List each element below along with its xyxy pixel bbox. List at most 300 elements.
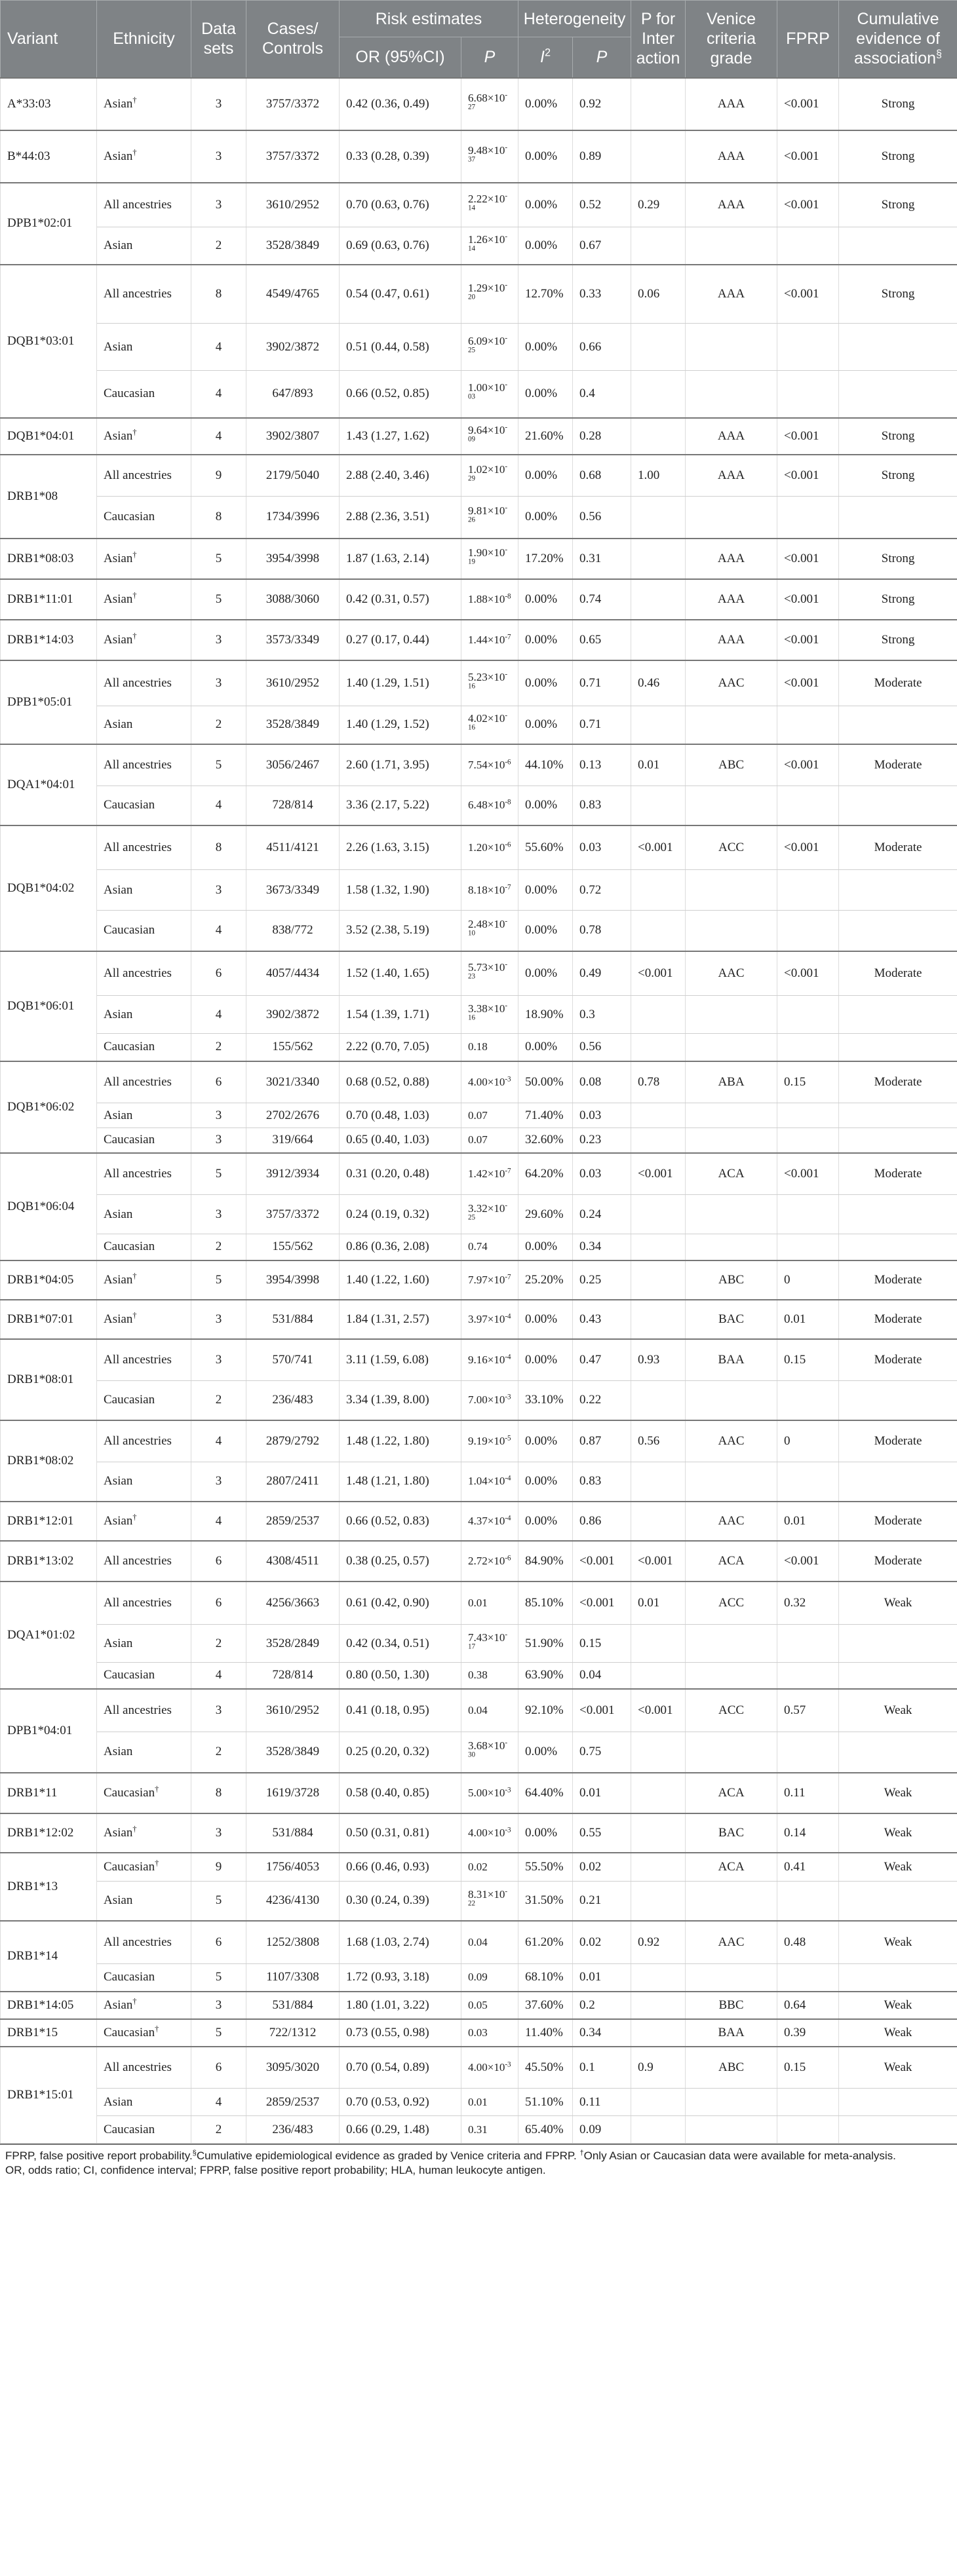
variant-cell: DRB1*11 [1,1773,97,1813]
i2-cell: 0.00% [518,1034,573,1061]
variant-cell: DQA1*01:02 [1,1582,97,1689]
het-p-cell: 0.34 [573,1234,631,1260]
ethnicity-label: Caucasian [104,1668,155,1682]
p-value-base: 0.05 [468,1998,488,2011]
i2-cell: 0.00% [518,911,573,951]
p-interaction-cell [631,1462,686,1502]
table-row [1,1964,957,1992]
p-value-base: 4.00×10 [468,1826,505,1839]
ethnicity-cell [97,1195,191,1234]
het-p-cell: 0.34 [573,2019,631,2047]
table-row [1,1502,957,1541]
p-interaction-cell [631,324,686,371]
or-ci-cell: 1.40 (1.29, 1.51) [340,660,461,706]
p-value-exponent: -3 [505,1393,511,1401]
footnote-only-asian: Only Asian or Caucasian data were available for meta-analysis. [583,2150,896,2162]
fprp-cell: 0.15 [777,1061,839,1103]
ethnicity-label: Asian [104,1745,133,1759]
het-p-cell: 0.83 [573,1462,631,1502]
variant-cell: DRB1*07:01 [1,1300,97,1339]
venice-cell [686,1034,777,1061]
p-value-base: 6.48×10 [468,799,505,812]
venice-cell [686,2089,777,2116]
p-value-cell [461,371,518,418]
ethnicity-cell [97,1128,191,1153]
het-p-cell: 0.92 [573,78,631,130]
ethnicity-cell [97,825,191,870]
p-value-exponent: -17 [468,1630,508,1650]
ethnicity-label: Asian [104,2094,133,2109]
fprp-cell [777,1882,839,1921]
i2-cell: 12.70% [518,265,573,324]
cumulative-cell [839,227,957,265]
data-sets-cell: 4 [191,1663,246,1689]
p-interaction-cell: <0.001 [631,951,686,996]
cumulative-cell: Weak [839,2019,957,2047]
het-p-cell: 0.04 [573,1663,631,1689]
cumulative-cell: Weak [839,2047,957,2089]
table-row [1,1381,957,1420]
p-value-cell [461,579,518,620]
ethnicity-cell [97,1300,191,1339]
i2-cell: 0.00% [518,324,573,371]
p-value-cell [461,1625,518,1663]
p-value-cell [461,1034,518,1061]
venice-cell [686,996,777,1034]
ethnicity-cell [97,1625,191,1663]
ethnicity-label: Asian [104,551,133,565]
p-value-base: 6.68×10 [468,91,505,104]
data-sets-cell: 3 [191,1462,246,1502]
fprp-cell: 0 [777,1420,839,1462]
p-value-exponent: -25 [468,333,508,354]
fprp-cell: 0.64 [777,1992,839,2019]
cumulative-cell [839,1195,957,1234]
p-value-base: 0.09 [468,1971,488,1984]
p-value-exponent: -6 [505,1553,511,1562]
col-or: OR (95%CI) [340,37,461,78]
p-value-cell [461,1300,518,1339]
i2-cell: 0.00% [518,1813,573,1853]
fprp-cell: 0.41 [777,1853,839,1882]
p-value-base: 7.00×10 [468,1393,505,1407]
p-value-exponent: -5 [505,1434,511,1443]
p-value-base: 4.00×10 [468,1075,505,1088]
dagger-mark: † [155,1784,159,1794]
p-value-base: 5.73×10 [468,960,505,974]
data-sets-cell: 3 [191,78,246,130]
fprp-cell [777,497,839,539]
p-value-base: 3.32×10 [468,1202,505,1215]
ethnicity-label: Asian [104,1513,133,1528]
fprp-cell: 0.32 [777,1582,839,1625]
cases-controls-cell: 570/741 [246,1339,340,1381]
or-ci-cell: 0.70 (0.54, 0.89) [340,2047,461,2089]
p-value-base: 1.42×10 [468,1167,505,1180]
i2-cell: 0.00% [518,1420,573,1462]
i2-cell: 0.00% [518,1234,573,1260]
p-value-base: 1.04×10 [468,1475,505,1488]
p-value-base: 3.97×10 [468,1312,505,1325]
p-value-exponent: -7 [505,1272,511,1281]
data-sets-cell: 5 [191,539,246,579]
ethnicity-label: Asian [104,717,133,732]
or-ci-cell: 3.11 (1.59, 6.08) [340,1339,461,1381]
i2-cell: 33.10% [518,1381,573,1420]
p-interaction-cell: 0.29 [631,183,686,227]
variant-cell: DRB1*08:03 [1,539,97,579]
het-p-cell: <0.001 [573,1689,631,1732]
col-cases-controls: Cases/ Controls [246,1,340,78]
cumulative-cell [839,1964,957,1992]
footnote-section-mark: § [192,2149,197,2157]
ethnicity-cell [97,265,191,324]
het-p-cell: 0.24 [573,1195,631,1234]
cases-controls-cell: 3095/3020 [246,2047,340,2089]
p-value-base: 1.90×10 [468,546,505,559]
or-ci-cell: 0.54 (0.47, 0.61) [340,265,461,324]
venice-cell: AAC [686,1502,777,1541]
p-value-base: 3.68×10 [468,1739,505,1752]
p-value-exponent: -3 [505,2060,511,2069]
p-value-cell [461,1732,518,1773]
p-value-exponent: -23 [468,960,508,981]
het-p-cell: 0.28 [573,418,631,455]
or-ci-cell: 1.84 (1.31, 2.57) [340,1300,461,1339]
i2-cell: 37.60% [518,1992,573,2019]
p-value-cell [461,418,518,455]
cumulative-cell [839,1381,957,1420]
or-ci-cell: 1.80 (1.01, 3.22) [340,1992,461,2019]
p-value-exponent: -14 [468,192,508,212]
ethnicity-cell [97,1420,191,1462]
p-value-exponent: -8 [505,592,511,600]
data-sets-cell: 3 [191,1339,246,1381]
p-interaction-cell [631,497,686,539]
het-p-cell: 0.86 [573,1502,631,1541]
col-data-sets: Data sets [191,1,246,78]
p-value-exponent: -7 [505,632,511,641]
data-sets-cell: 3 [191,183,246,227]
ethnicity-label: All ancestries [104,675,172,690]
or-ci-cell: 0.68 (0.52, 0.88) [340,1061,461,1103]
variant-cell: DQB1*06:04 [1,1153,97,1260]
p-value-base: 7.54×10 [468,758,505,771]
p-value-base: 8.31×10 [468,1888,505,1901]
p-value-base: 2.72×10 [468,1554,505,1567]
fprp-cell: <0.001 [777,130,839,183]
ethnicity-label: Asian [104,1007,133,1021]
footnote-fprp: FPRP, false positive report probability. [5,2150,193,2162]
or-ci-cell: 0.70 (0.63, 0.76) [340,183,461,227]
variant-cell: DRB1*08:01 [1,1339,97,1420]
cases-controls-cell: 3528/2849 [246,1625,340,1663]
ethnicity-label: Asian [104,882,133,897]
or-ci-cell: 0.33 (0.28, 0.39) [340,130,461,183]
p-interaction-cell [631,1625,686,1663]
i2-cell: 71.40% [518,1103,573,1128]
venice-cell [686,1462,777,1502]
het-p-cell: 0.71 [573,660,631,706]
ethnicity-cell [97,2089,191,2116]
cases-controls-cell: 3528/3849 [246,1732,340,1773]
venice-cell [686,1663,777,1689]
or-ci-cell: 1.40 (1.29, 1.52) [340,706,461,744]
ethnicity-cell [97,1882,191,1921]
col-cumulative-label: Cumulative evidence of association [853,10,940,68]
table-row [1,1541,957,1582]
cumulative-cell [839,1663,957,1689]
ethnicity-label: All ancestries [104,286,172,301]
het-p-cell: 0.21 [573,1882,631,1921]
cumulative-cell [839,371,957,418]
table-row [1,579,957,620]
data-sets-cell: 8 [191,1773,246,1813]
cases-controls-cell: 728/814 [246,1663,340,1689]
venice-cell: ACC [686,1582,777,1625]
p-value-exponent: -4 [505,1312,511,1320]
cases-controls-cell: 531/884 [246,1300,340,1339]
variant-cell: DPB1*02:01 [1,183,97,265]
or-ci-cell: 3.36 (2.17, 5.22) [340,786,461,825]
cumulative-cell: Moderate [839,1420,957,1462]
het-p-cell: 0.15 [573,1625,631,1663]
venice-cell: ABC [686,744,777,786]
p-value-base: 1.29×10 [468,281,505,294]
ethnicity-label: Asian [104,428,133,443]
p-value-base: 0.31 [468,2123,488,2136]
p-interaction-cell: 0.9 [631,2047,686,2089]
p-value-cell [461,1853,518,1882]
ethnicity-label: All ancestries [104,1433,172,1448]
het-p-cell: 0.56 [573,1034,631,1061]
venice-cell [686,1732,777,1773]
cases-controls-cell: 3528/3849 [246,227,340,265]
cumulative-cell: Strong [839,183,957,227]
variant-cell: DRB1*08 [1,455,97,539]
venice-cell: AAC [686,1921,777,1964]
i2-cell: 0.00% [518,1300,573,1339]
data-sets-cell: 3 [191,870,246,911]
p-value-exponent: -7 [505,882,511,891]
p-interaction-cell: <0.001 [631,1541,686,1582]
i2-cell: 11.40% [518,2019,573,2047]
ethnicity-cell [97,1773,191,1813]
variant-cell: DRB1*14 [1,1921,97,1992]
variant-cell: DRB1*14:03 [1,620,97,660]
p-interaction-cell [631,1964,686,1992]
p-value-base: 4.02×10 [468,712,505,725]
p-value-cell [461,1689,518,1732]
cumulative-cell: Weak [839,1853,957,1882]
het-p-cell: 0.2 [573,1992,631,2019]
data-sets-cell: 5 [191,1260,246,1300]
table-row [1,870,957,911]
ethnicity-cell [97,1582,191,1625]
col-i2-label: I [540,48,545,67]
ethnicity-cell [97,1381,191,1420]
table-row [1,951,957,996]
cumulative-cell: Strong [839,455,957,497]
fprp-cell [777,1964,839,1992]
fprp-cell: <0.001 [777,825,839,870]
table-row [1,660,957,706]
i2-cell: 0.00% [518,130,573,183]
or-ci-cell: 0.50 (0.31, 0.81) [340,1813,461,1853]
i2-cell: 51.90% [518,1625,573,1663]
p-value-exponent: -3 [505,1825,511,1834]
cases-controls-cell: 3954/3998 [246,1260,340,1300]
p-interaction-cell [631,1663,686,1689]
ethnicity-cell [97,1153,191,1195]
venice-cell [686,786,777,825]
cases-controls-cell: 3902/3872 [246,996,340,1034]
p-value-base: 0.74 [468,1240,488,1253]
dagger-mark: † [132,1996,137,2006]
ethnicity-label: All ancestries [104,1595,172,1610]
het-p-cell: 0.72 [573,870,631,911]
data-sets-cell: 6 [191,1921,246,1964]
cumulative-cell [839,911,957,951]
table-row [1,1034,957,1061]
ethnicity-label: All ancestries [104,1074,172,1089]
p-interaction-cell: 0.56 [631,1420,686,1462]
cumulative-cell: Moderate [839,1061,957,1103]
fprp-cell: <0.001 [777,539,839,579]
ethnicity-label: All ancestries [104,2060,172,2074]
data-sets-cell: 5 [191,744,246,786]
ethnicity-cell [97,183,191,227]
cases-controls-cell: 2879/2792 [246,1420,340,1462]
table-row [1,786,957,825]
p-interaction-cell: 0.01 [631,744,686,786]
ethnicity-cell [97,1234,191,1260]
cumulative-cell: Weak [839,1921,957,1964]
fprp-cell [777,1128,839,1153]
cases-controls-cell: 531/884 [246,1813,340,1853]
data-sets-cell: 2 [191,1234,246,1260]
cumulative-cell: Strong [839,620,957,660]
or-ci-cell: 0.66 (0.52, 0.83) [340,1502,461,1541]
p-value-cell [461,1103,518,1128]
p-interaction-cell [631,2116,686,2144]
or-ci-cell: 1.68 (1.03, 2.74) [340,1921,461,1964]
cases-controls-cell: 3610/2952 [246,1689,340,1732]
data-sets-cell: 4 [191,911,246,951]
table-row [1,1462,957,1502]
cumulative-cell: Moderate [839,1260,957,1300]
ethnicity-cell [97,1339,191,1381]
p-interaction-cell [631,620,686,660]
p-interaction-cell [631,539,686,579]
table-row [1,1853,957,1882]
p-interaction-cell [631,1773,686,1813]
dagger-mark: † [132,427,137,437]
table-row [1,1582,957,1625]
table-row [1,1061,957,1103]
table-row [1,1153,957,1195]
data-sets-cell: 3 [191,1992,246,2019]
cumulative-cell [839,1103,957,1128]
cumulative-cell [839,786,957,825]
fprp-cell [777,870,839,911]
cumulative-cell: Weak [839,1689,957,1732]
venice-cell: AAA [686,183,777,227]
p-value-cell [461,1921,518,1964]
variant-cell: DQA1*04:01 [1,744,97,825]
cases-controls-cell: 3902/3807 [246,418,340,455]
fprp-cell [777,1663,839,1689]
ethnicity-cell [97,418,191,455]
het-p-cell: 0.23 [573,1128,631,1153]
table-row [1,78,957,130]
p-value-cell [461,1420,518,1462]
fprp-cell [777,371,839,418]
p-value-cell [461,911,518,951]
i2-cell: 0.00% [518,183,573,227]
fprp-cell [777,1103,839,1128]
data-sets-cell: 8 [191,265,246,324]
p-value-base: 2.22×10 [468,192,505,205]
cases-controls-cell: 2859/2537 [246,1502,340,1541]
i2-cell: 0.00% [518,227,573,265]
fprp-cell: 0.11 [777,1773,839,1813]
or-ci-cell: 0.30 (0.24, 0.39) [340,1882,461,1921]
p-value-cell [461,1502,518,1541]
ethnicity-label: Asian [104,1272,133,1287]
i2-cell: 50.00% [518,1061,573,1103]
het-p-cell: 0.83 [573,786,631,825]
or-ci-cell: 0.24 (0.19, 0.32) [340,1195,461,1234]
het-p-cell: 0.75 [573,1732,631,1773]
p-interaction-cell [631,1853,686,1882]
or-ci-cell: 0.25 (0.20, 0.32) [340,1732,461,1773]
p-value-exponent: -4 [505,1353,511,1361]
cumulative-cell: Strong [839,265,957,324]
table-row [1,2019,957,2047]
table-row [1,1339,957,1381]
or-ci-cell: 3.34 (1.39, 8.00) [340,1381,461,1420]
ethnicity-label: Caucasian [104,1859,155,1874]
cases-controls-cell: 4057/4434 [246,951,340,996]
ethnicity-label: Asian [104,592,133,606]
p-interaction-cell [631,1502,686,1541]
venice-cell: ACA [686,1773,777,1813]
i2-cell: 0.00% [518,497,573,539]
venice-cell: AAA [686,455,777,497]
ethnicity-cell [97,579,191,620]
p-interaction-cell: 0.06 [631,265,686,324]
data-sets-cell: 6 [191,951,246,996]
cases-controls-cell: 1107/3308 [246,1964,340,1992]
p-value-base: 0.04 [468,1703,488,1716]
p-interaction-cell: 0.46 [631,660,686,706]
data-sets-cell: 4 [191,1420,246,1462]
p-value-cell [461,2089,518,2116]
het-p-cell: 0.31 [573,539,631,579]
venice-cell: ACA [686,1541,777,1582]
venice-cell: ACC [686,825,777,870]
data-sets-cell: 3 [191,620,246,660]
table-row [1,1882,957,1921]
fprp-cell: <0.001 [777,1153,839,1195]
ethnicity-label: Asian [104,339,133,354]
i2-cell: 0.00% [518,1462,573,1502]
i2-cell: 63.90% [518,1663,573,1689]
i2-cell: 44.10% [518,744,573,786]
data-sets-cell: 2 [191,1732,246,1773]
variant-cell: DRB1*12:02 [1,1813,97,1853]
